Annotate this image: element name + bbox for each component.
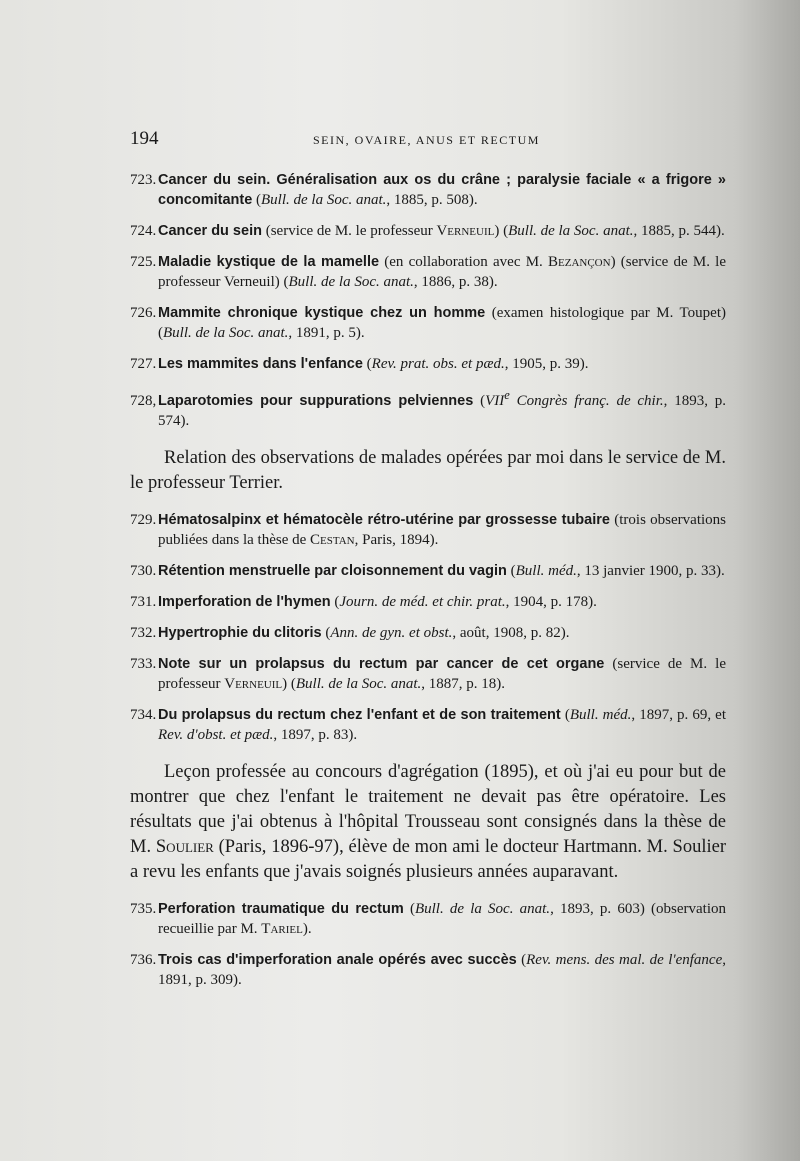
bibliography-entry bbox=[130, 623, 726, 643]
entry-citation: (VIIe Congrès franç. de chir., 1893, p. 574). bbox=[158, 388, 726, 429]
entry-number: 728, bbox=[130, 393, 157, 409]
bibliography-entry bbox=[130, 252, 726, 292]
page-number: 194 bbox=[130, 128, 159, 149]
entry-citation: (Rev. prat. obs. et pæd., 1905, p. 39). bbox=[362, 356, 589, 372]
entry-number: 734. bbox=[130, 707, 157, 723]
entry-title: Trois cas d'imperforation anale opérés avec succès bbox=[158, 952, 517, 968]
bibliography-entry bbox=[130, 654, 726, 694]
entry-title: Hypertrophie du clitoris bbox=[158, 625, 322, 641]
entry-citation: (examen histologique par M. Toupet) (Bull. de la Soc. anat., 1891, p. 5). bbox=[158, 305, 726, 341]
entry-title: Du prolapsus du rectum chez l'enfant et de son traitement bbox=[158, 707, 561, 723]
entry-citation: (Bull. de la Soc. anat., 1893, p. 603) (observation recueillie par M. Tariel). bbox=[158, 901, 726, 937]
entry-number: 731. bbox=[130, 594, 157, 610]
entry-title: Laparotomies pour suppurations pelviennes bbox=[158, 393, 474, 409]
entry-number: 723. bbox=[130, 172, 157, 188]
paragraph-terrier-text: Relation des observations de malades opérées par moi dans le service de M. le professeur Terrier. bbox=[130, 448, 726, 493]
entry-title: Mammite chronique kystique chez un homme bbox=[158, 305, 486, 321]
bibliography-entry bbox=[130, 705, 726, 745]
entry-citation: (Bull. méd., 1897, p. 69, et Rev. d'obst. et pæd., 1897, p. 83). bbox=[158, 707, 726, 743]
entry-citation: (Bull. méd., 13 janvier 1900, p. 33). bbox=[506, 563, 725, 579]
entry-title: Note sur un prolapsus du rectum par cancer de cet organe bbox=[158, 656, 605, 672]
entry-citation: (service de M. le professeur Verneuil) (Bull. de la Soc. anat., 1885, p. 544). bbox=[261, 223, 725, 239]
entry-citation: (trois observations publiées dans la thèse de Cestan, Paris, 1894). bbox=[158, 512, 726, 548]
entry-citation: (Rev. mens. des mal. de l'enfance, 1891, p. 309). bbox=[158, 952, 726, 988]
entry-citation: (en collaboration avec M. Bezançon) (service de M. le professeur Verneuil) (Bull. de la Soc. anat., 1886, p. 38). bbox=[158, 254, 726, 290]
bibliography-entry bbox=[130, 303, 726, 343]
entry-citation: (Ann. de gyn. et obst., août, 1908, p. 82). bbox=[321, 625, 570, 641]
entry-number: 729. bbox=[130, 512, 157, 528]
running-title: SEIN, OVAIRE, ANUS ET RECTUM bbox=[313, 133, 540, 147]
bibliography-entry bbox=[130, 899, 726, 939]
entry-list-genital bbox=[130, 510, 726, 745]
entry-list-breast bbox=[130, 170, 726, 431]
entry-number: 732. bbox=[130, 625, 157, 641]
paragraph-terrier bbox=[130, 446, 726, 496]
entry-citation: (Bull. de la Soc. anat., 1885, p. 508). bbox=[252, 192, 478, 208]
entry-number: 730. bbox=[130, 563, 157, 579]
entry-title: Imperforation de l'hymen bbox=[158, 594, 331, 610]
entry-number: 727. bbox=[130, 356, 157, 372]
bibliography-entry bbox=[130, 354, 726, 374]
entry-number: 726. bbox=[130, 305, 157, 321]
bibliography-entry bbox=[130, 561, 726, 581]
entry-number: 735. bbox=[130, 901, 157, 917]
bibliography-entry bbox=[130, 170, 726, 210]
bibliography-entry bbox=[130, 510, 726, 550]
entry-number: 725. bbox=[130, 254, 157, 270]
entry-title: Cancer du sein bbox=[158, 223, 262, 239]
entry-citation: (service de M. le professeur Verneuil) (Bull. de la Soc. anat., 1887, p. 18). bbox=[158, 656, 726, 692]
entry-number: 724. bbox=[130, 223, 157, 239]
bibliography-entry bbox=[130, 592, 726, 612]
paragraph-lecon-text: Leçon professée au concours d'agrégation (1895), et où j'ai eu pour but de montrer que chez l'enfant le traitement ne devait pas être opératoire. Les résultats que j'ai obtenus à l'hôpital Trousseau sont consignés dans la thèse de M. Soulier (Paris, 1896-97), élève de mon ami le docteur Hartmann. M. Soulier a revu les enfants que j'avais soignés plusieurs années auparavant. bbox=[130, 762, 726, 882]
entry-number: 733. bbox=[130, 656, 157, 672]
entry-title: Cancer du sein. Généralisation aux os du crâne ; paralysie faciale « a frigore » concomitante bbox=[158, 172, 726, 208]
bibliography-entry bbox=[130, 950, 726, 990]
entry-number: 736. bbox=[130, 952, 157, 968]
page-content bbox=[130, 170, 726, 1001]
entry-title: Maladie kystique de la mamelle bbox=[158, 254, 380, 270]
entry-list-rectum bbox=[130, 899, 726, 990]
page-header bbox=[130, 128, 730, 152]
bibliography-entry bbox=[130, 385, 726, 431]
entry-title: Hématosalpinx et hématocèle rétro-utérine par grossesse tubaire bbox=[158, 512, 610, 528]
entry-title: Les mammites dans l'enfance bbox=[158, 356, 363, 372]
paragraph-lecon bbox=[130, 760, 726, 885]
bibliography-entry bbox=[130, 221, 726, 241]
entry-title: Rétention menstruelle par cloisonnement du vagin bbox=[158, 563, 507, 579]
entry-title: Perforation traumatique du rectum bbox=[158, 901, 404, 917]
entry-citation: (Journ. de méd. et chir. prat., 1904, p. 178). bbox=[330, 594, 597, 610]
